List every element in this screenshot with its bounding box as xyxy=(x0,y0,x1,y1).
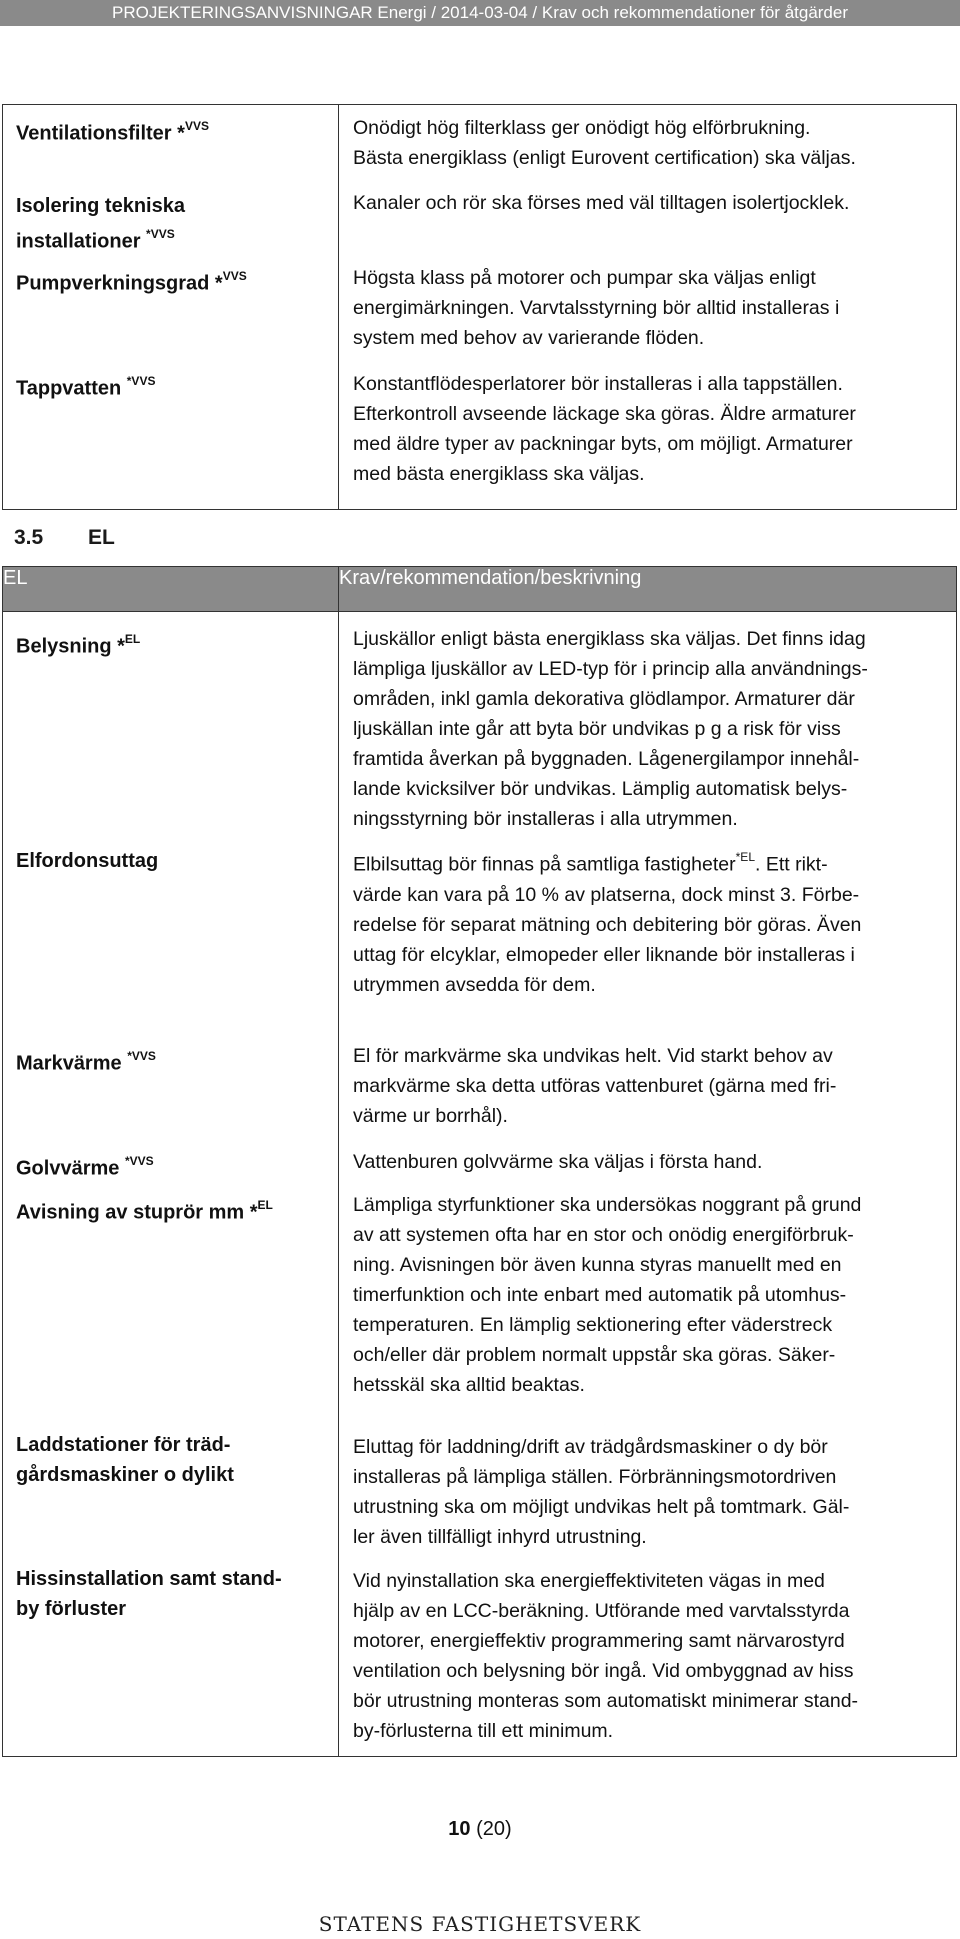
description-column xyxy=(339,105,957,510)
row-label: Isolering tekniska installationer $^{*VVS}$ xyxy=(16,195,185,253)
row-description: El för markvärme ska undvikas helt. Vid starkt behov av markvärme ska detta utföras vattenburet (gärna med fri- värme ur borrhål). xyxy=(353,1045,837,1127)
row-description: Högsta klass på motorer och pumpar ska väljas enligt energimärkningen. Varvtalsstyrning bör alltid installeras i system med behov av varierande flöden. xyxy=(353,267,840,349)
column-header-description: Krav/rekommendation/beskrivning xyxy=(339,567,957,612)
page-number: 10 (20) xyxy=(448,1818,512,1840)
row-label: Avisning av stuprör mm *$^{EL}$ xyxy=(16,1198,273,1224)
running-header: PROJEKTERINGSANVISNINGAR Energi / 2014-03-04 / Krav och rekommendationer för åtgärder xyxy=(0,0,960,26)
row-description: Vattenburen golvvärme ska väljas i första hand. xyxy=(353,1151,763,1173)
column-header-el: EL xyxy=(3,567,339,612)
requirements-table-vvs xyxy=(2,104,957,510)
row-description: Ljuskällor enligt bästa energiklass ska väljas. Det finns idag lämpliga ljuskällor av LED-typ för i princip alla användnings- områden, inkl gamla dekorativa glödlampor. Armaturer där ljuskällan inte går att byta bör undvikas p g a risk för viss framtida åverkan på byggnaden. Lågenergilampor innehål- lande kvicksilver bör undvikas. Lämplig automatisk belys- ningsstyrning bör installeras i alla utrymmen. xyxy=(353,628,868,830)
row-description: Eluttag för laddning/drift av trädgårdsmaskiner o dy bör installeras på lämpliga ställen. Förbränningsmotordriven utrustning ska om möjligt undvikas helt på tomtmark. Gäl- ler även tillfälligt inhyrd utrustning. xyxy=(353,1436,850,1548)
row-description: Vid nyinstallation ska energieffektiviteten vägas in med hjälp av en LCC-beräkning. Utförande med varvtalsstyrda motorer, energieffektiv programmering samt närvarostyrd ventilation och belysning bör ingå. Vid ombyggnad av hiss bör utrustning monteras som automatiskt minimerar stand- by-förlusterna till ett minimum. xyxy=(353,1570,859,1742)
row-description: Konstantflödesperlatorer bör installeras i alla tappställen. Efterkontroll avseende läckage ska göras. Äldre armaturer med äldre typer av packningar byts, om möjligt. Armaturer med bästa energiklass ska väljas. xyxy=(353,373,856,485)
label-column xyxy=(3,105,339,510)
row-description: Kanaler och rör ska förses med väl tilltagen isolertjocklek. xyxy=(353,192,850,214)
label-column xyxy=(3,612,339,1757)
section-heading: 3.5 EL xyxy=(14,526,115,549)
row-label: Ventilationsfilter *$^{VVS}$ xyxy=(16,119,209,145)
row-label: Pumpverkningsgrad *$^{VVS}$ xyxy=(16,269,247,295)
row-label: Golvvärme $^{*VVS}$ xyxy=(16,1154,154,1180)
row-label: Hissinstallation samt stand- by förluster xyxy=(16,1568,282,1620)
row-label: Belysning *$^{EL}$ xyxy=(16,632,141,658)
row-description: Lämpliga styrfunktioner ska undersökas noggrant på grund av att systemen ofta har en stor och onödig energiförbruk- ning. Avisningen bör även kunna styras manuellt med en timerfunktion och inte enbart med automatik på utomhus- temperaturen. En lämplig sektionering efter väderstreck och/eller där problem normalt uppstår ska göras. Säker- hetsskäl ska alltid beaktas. xyxy=(353,1194,862,1396)
description-column xyxy=(339,612,957,1757)
row-description: Elbilsuttag bör finnas på samtliga fastigheter$^{*EL}$. Ett rikt- värde kan vara på 10 % av platserna, dock minst 3. Förbe- redelse för separat mätning och debitering bör göras. Även uttag för elcyklar, elmopeder eller liknande bör installeras i utrymmen avsedda för dem. xyxy=(353,850,862,996)
row-label: Elfordonsuttag xyxy=(16,850,159,872)
row-label: Laddstationer för träd- gårdsmaskiner o dylikt xyxy=(16,1434,234,1486)
row-label: Tappvatten $^{*VVS}$ xyxy=(16,374,156,400)
requirements-table-el xyxy=(2,566,957,1757)
row-label: Markvärme $^{*VVS}$ xyxy=(16,1049,156,1075)
organization-logo: STATENS FASTIGHETSVERK xyxy=(318,1912,642,1936)
row-description: Onödigt hög filterklass ger onödigt hög elförbrukning. Bästa energiklass (enligt Eurovent certification) ska väljas. xyxy=(353,117,856,169)
